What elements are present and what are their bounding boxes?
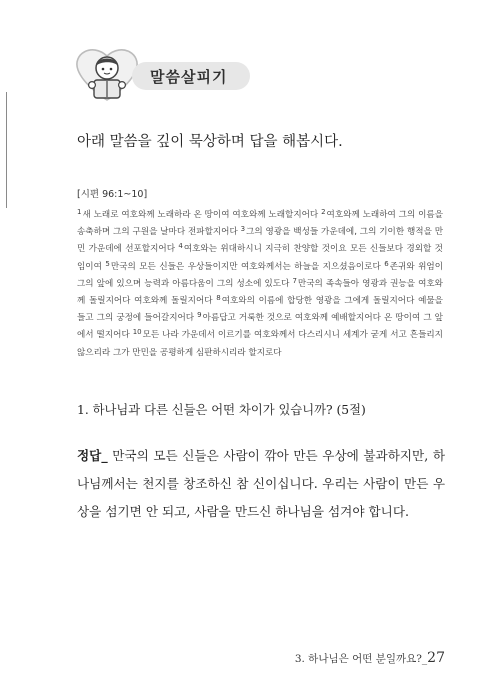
verse-text: 여호와는 위대하시니 지극히 찬양할 것이요 모든 신들보다 경외할 것임이여 [77, 244, 443, 272]
verse-number: 7 [292, 276, 297, 285]
scripture-reference: [시편 96:1~10] [77, 189, 148, 200]
verse-number: 2 [321, 208, 326, 216]
verse-text: 만국의 족속들아 영광과 권능을 여호와께 돌릴지어다 여호와께 돌릴지어다 [77, 278, 443, 307]
verse-text: 만국의 모든 신들은 우상들이지만 여호와께서는 하늘을 지으셨음이로다 [110, 261, 381, 272]
verse-number: 3 [240, 225, 246, 234]
answer-label: 정답_ [77, 448, 108, 463]
verse-text: 여호와의 이름에 합당한 영광을 그에게 돌릴지어다 예물을 들고 그의 궁정에 들어갈지어다 [77, 296, 443, 324]
instruction-text: 아래 말씀을 깊이 묵상하며 답을 해봅시다. [77, 134, 343, 150]
verse-number: 8 [216, 294, 221, 303]
page-footer [295, 650, 445, 666]
footer-chapter-title: 3. 하나님은 어떤 분일까요?_ [294, 653, 428, 665]
verse-text: 아름답고 거룩한 것으로 여호와께 예배할지어다 온 땅이여 그 앞에서 떨지어다 [77, 313, 443, 341]
verse-text: 모든 나라 가운데서 이르기를 여호와께서 다스리시니 세계가 굳게 서고 흔들리지 않으리라 그가 만민을 공평하게 심판하시리라 할지로다 [77, 330, 443, 358]
section-header [70, 40, 270, 110]
verse-number: 9 [197, 311, 202, 320]
answer-block [77, 442, 445, 526]
page-number: 27 [427, 650, 445, 666]
page-edge-rule [6, 92, 7, 208]
verse-number: 10 [132, 328, 142, 337]
verse-text: 여호와께 노래하여 그의 이름을 송축하며 그의 구원을 날마다 전파할지어다 [77, 210, 443, 238]
answer-text: 만국의 모든 신들은 사람이 깎아 만든 우상에 불과하지만, 하나님께서는 천지를 창조하신 참 신이십니다. 우리는 사람이 만든 우상을 섬기면 안 되고, 사람을 만드신 하나님을 섬겨야 합니다. [77, 448, 445, 519]
scripture-passage [77, 207, 443, 362]
section-title: 말씀살피기 [150, 68, 228, 86]
verse-text: 그의 영광을 백성들 가운데에, 그의 기이한 행적을 만민 가운데에 선포할지어다 [77, 227, 444, 255]
verse-number: 6 [384, 259, 389, 268]
verse-text: 존귀와 위엄이 그의 앞에 있으며 능력과 아름다움이 그의 성소에 있도다 [77, 261, 444, 289]
verse-text: 새 노래로 여호와께 노래하라 온 땅이여 여호와께 노래할지어다 [82, 210, 319, 220]
question-text: 1. 하나님과 다른 신들은 어떤 차이가 있습니까? (5절) [77, 403, 366, 417]
verse-number: 4 [178, 242, 183, 251]
verse-number: 1 [77, 208, 82, 216]
verse-number: 5 [105, 259, 110, 268]
